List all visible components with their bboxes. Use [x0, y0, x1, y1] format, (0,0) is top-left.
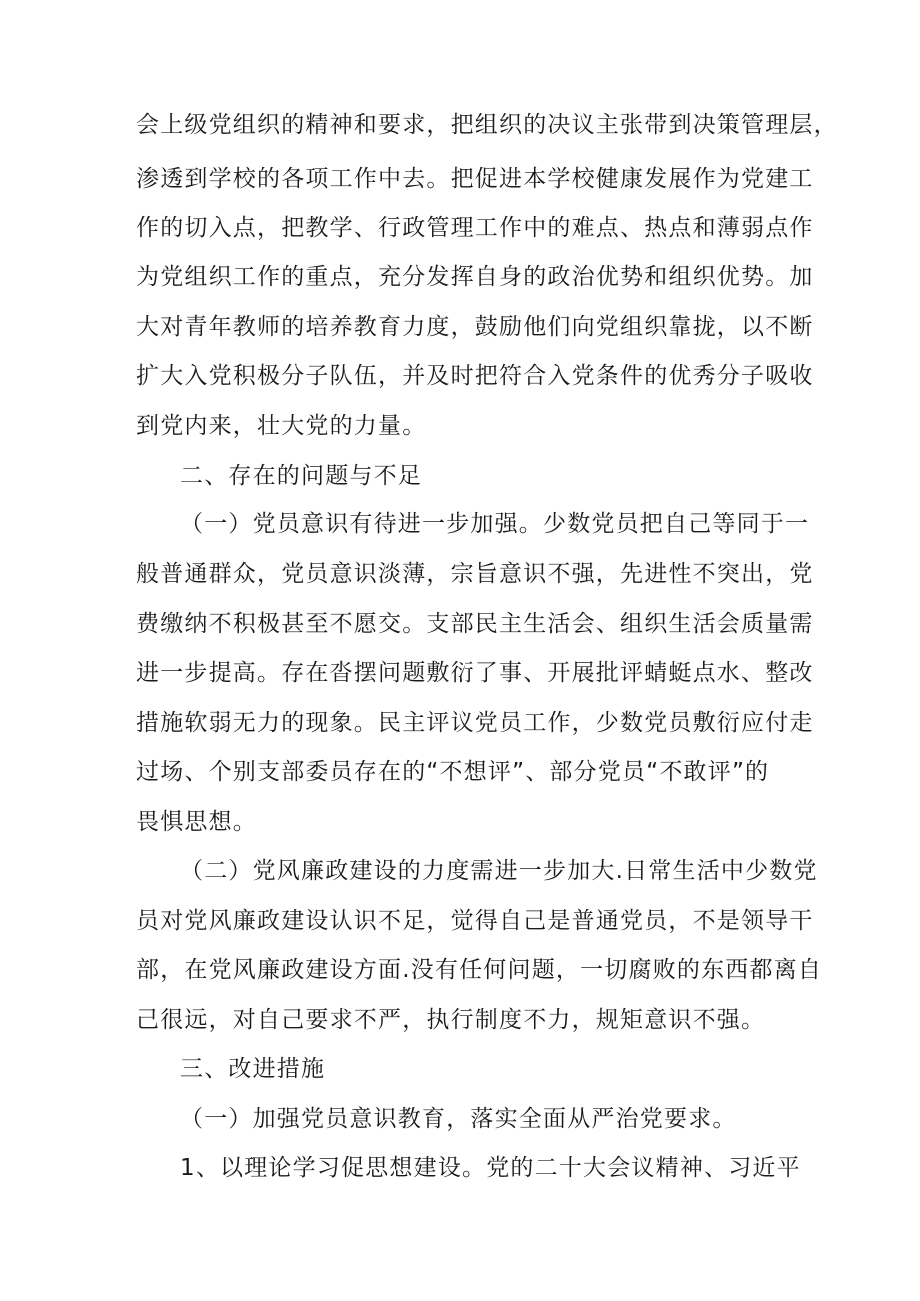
- paragraph-line: 费缴纳不积极甚至不愿交。支部民主生活会、组织生活会质量需: [136, 611, 814, 637]
- paragraph-line: 畏惧思想。: [136, 809, 257, 835]
- paragraph-line: 会上级党组织的精神和要求，把组织的决议主张带到决策管理层，: [136, 112, 838, 138]
- section-heading: 三、改进措施: [180, 1056, 326, 1082]
- paragraph-line: 作的切入点，把教学、行政管理工作中的难点、热点和薄弱点作: [136, 215, 814, 241]
- subsection-heading: （一）党员意识有待进一步加强。少数党员把自己等同于一: [180, 511, 810, 537]
- paragraph-line: 为党组织工作的重点，充分发挥自身的政治优势和组织优势。加: [136, 264, 814, 290]
- paragraph-line: 渗透到学校的各项工作中去。把促进本学校健康发展作为党建工: [136, 166, 814, 192]
- paragraph-line: 过场、个别支部委员存在的“不想评”、部分党员“不敢评”的: [136, 759, 770, 785]
- paragraph-line: 措施软弱无力的现象。民主评议党员工作，少数党员敷衍应付走: [136, 710, 814, 736]
- paragraph-line: 般普通群众，党员意识淡薄，宗旨意识不强，先进性不突出，党: [136, 561, 814, 587]
- paragraph-line: 员对党风廉政建设认识不足，觉得自己是普通党员，不是领导干: [136, 908, 814, 934]
- paragraph-line: 扩大入党积极分子队伍，并及时把符合入党条件的优秀分子吸收: [136, 363, 814, 389]
- paragraph-line: 到党内来，壮大党的力量。: [136, 413, 427, 439]
- paragraph-line: 大对青年教师的培养教育力度，鼓励他们向党组织靠拢，以不断: [136, 314, 814, 340]
- paragraph-line: 部，在党风廉政建设方面.没有任何问题，一切腐败的东西都离自: [136, 957, 823, 983]
- subsection-heading: （二）党风廉政建设的力度需进一步加大.日常生活中少数党: [180, 858, 818, 884]
- section-heading: 二、存在的问题与不足: [180, 463, 422, 489]
- numbered-item: 1、以理论学习促思想建设。党的二十大会议精神、习近平: [180, 1155, 801, 1181]
- paragraph-line: 己很远，对自己要求不严，执行制度不力，规矩意识不强。: [136, 1007, 766, 1033]
- paragraph-line: 进一步提高。存在沓摆问题敷衍了事、开展批评蜻蜓点水、整改: [136, 660, 814, 686]
- subsection-heading: （一）加强党员意识教育，落实全面从严治党要求。: [180, 1106, 737, 1132]
